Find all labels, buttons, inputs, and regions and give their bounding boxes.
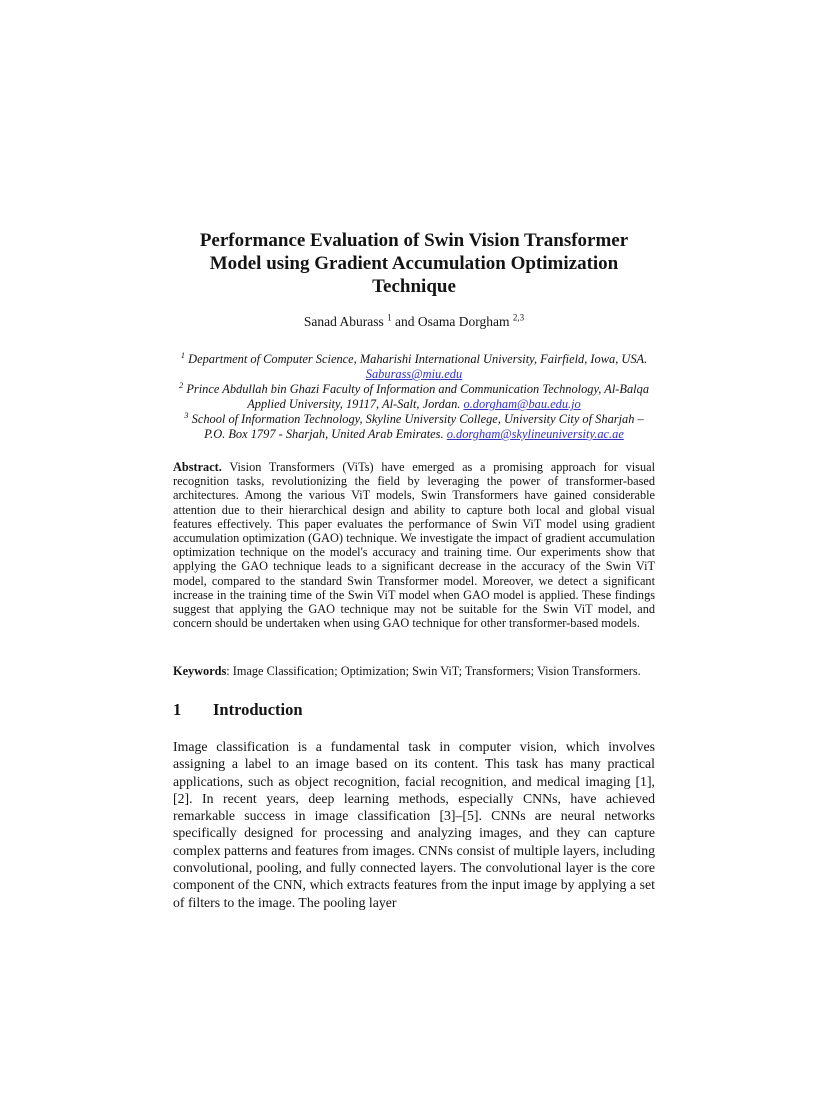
section-number: 1 [173, 700, 182, 719]
email-link-dorgham-bau[interactable]: o.dorgham@bau.edu.jo [463, 397, 581, 411]
affiliation-1 [173, 349, 655, 382]
abstract-text: Vision Transformers (ViTs) have emerged as a promising approach for visual recognition tasks, revolutionizing the field by leveraging the power of transformer-based architectures. Among the various ViT models, Swin Transformers have gained considerable attention due to their hierarchical design and ability to capture both local and global visual features effectively. This paper evaluates the performance of Swin ViT model using gradient accumulation optimization (GAO) technique. We investigate the impact of gradient accumulation optimization technique on the model's accuracy and training time. Our experiments show that applying the GAO technique leads to a significant decrease in the accuracy of the Swin ViT model, compared to the standard Swin Transformer model. Moreover, we detect a significant increase in the training time of the Swin ViT model when GAO model is applied. These findings suggest that applying the GAO technique may not be suitable for the Swin ViT model, and concern should be undertaken when using GAO technique for other transformer-based models. [173, 460, 655, 631]
affiliation-3-marker: 3 [184, 409, 189, 420]
affiliation-3-text: School of Information Technology, Skyline University College, University City of Sharjah – P.O. Box 1797 - Sharjah, United Arab Emirates. [191, 412, 644, 441]
keywords-label: Keywords [173, 664, 227, 678]
paper-title: Performance Evaluation of Swin Vision Transformer Model using Gradient Accumulation Optimization Technique [199, 230, 629, 297]
author-name-first: Sanad Aburass [303, 314, 384, 329]
author-conjunction: and [395, 314, 415, 329]
author-line [173, 313, 655, 330]
affiliation-2 [173, 379, 655, 412]
affiliation-1-marker: 1 [180, 349, 186, 360]
affiliation-2-text: Prince Abdullah bin Ghazi Faculty of Information and Communication Technology, Al-Balqa Applied University, 19117, Al-Salt, Jordan. [186, 382, 650, 411]
introduction-paragraph: Image classification is a fundamental task in computer vision, which involves assigning a label to an image based on its content. This task has many practical applications, such as object recognition, facial recognition, and medical imaging [1], [2]. In recent years, deep learning methods, especially CNNs, have achieved remarkable success in image classification [3]–[5]. CNNs are neural networks specifically designed for processing and analyzing images, and they can capture complex patterns and features from images. CNNs consist of multiple layers, including convolutional, pooling, and fully connected layers. The convolutional layer is the core component of the CNN, which extracts features from the input image by applying a set of filters to the image. The pooling layer [173, 739, 655, 910]
email-link-dorgham-skyline[interactable]: o.dorgham@skylineuniversity.ac.ae [446, 427, 624, 441]
keywords-line [173, 664, 655, 678]
affiliation-2-marker: 2 [178, 379, 184, 390]
affiliations-block [173, 349, 655, 442]
section-title: Introduction [213, 700, 303, 719]
affiliation-3 [173, 409, 655, 442]
email-link-aburass[interactable]: Saburass@miu.edu [365, 367, 463, 381]
abstract-paragraph [173, 460, 655, 630]
author-affiliation-marker-second: 2,3 [512, 312, 525, 323]
author-name-second: Osama Dorgham [417, 314, 510, 329]
affiliation-1-text: Department of Computer Science, Maharishi International University, Fairfield, Iowa, USA. [188, 352, 648, 366]
keywords-text: : Image Classification; Optimization; Swin ViT; Transformers; Vision Transformers. [226, 664, 641, 678]
abstract-label: Abstract. [173, 460, 222, 474]
section-heading-introduction [173, 700, 655, 720]
author-affiliation-marker-first: 1 [387, 312, 392, 323]
